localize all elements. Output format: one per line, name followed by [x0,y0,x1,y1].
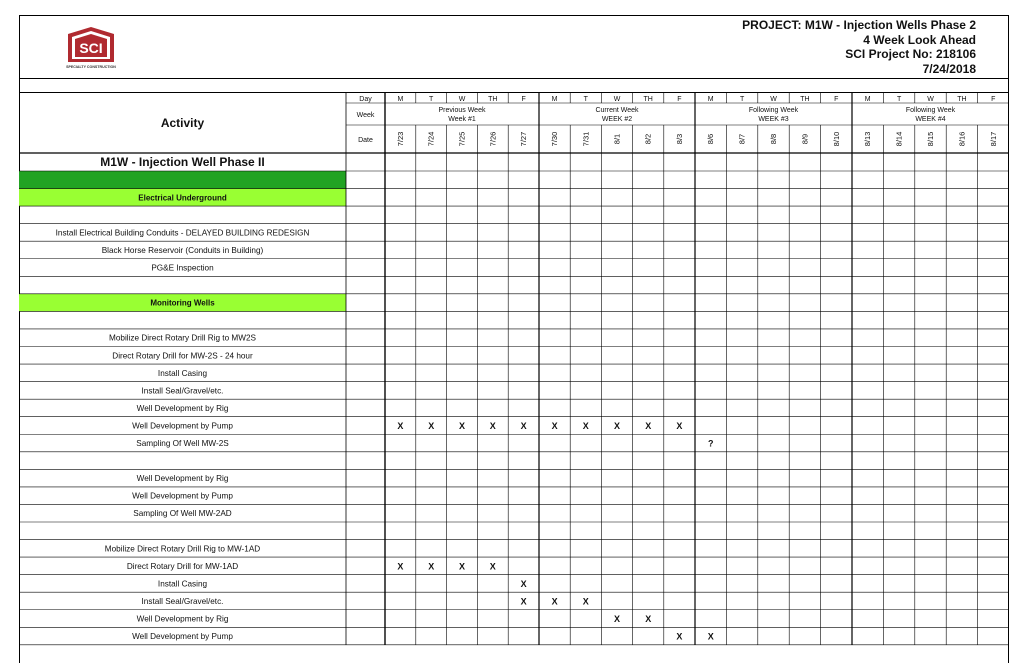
schedule-mark: X [458,420,466,431]
date-label: 8/9 [800,133,810,145]
schedule-mark: X [458,561,466,572]
activity-label: Install Seal/Gravel/etc. [141,386,224,396]
date-label: 8/2 [643,133,653,145]
day-label: T [739,96,745,103]
day-label: TH [643,96,653,103]
schedule-mark: X [520,420,527,431]
activity-label: Install Casing [157,368,208,378]
schedule-mark: X [397,420,404,431]
date-label: 8/16 [957,131,967,147]
activity-label: Install Seal/Gravel/etc. [141,596,224,606]
date-label: 7/23 [395,131,405,147]
activity-label: Well Development by Pump [132,632,233,642]
week-label-line1: Current Week [595,107,639,114]
schedule-mark: X [582,596,589,607]
activity-label: Install Casing [157,579,208,589]
activity-label: Direct Rotary Drill for MW-1AD [126,561,239,571]
schedule-mark: X [676,420,683,431]
day-label: F [991,96,996,103]
day-label: W [458,96,466,103]
activity-label: Well Development by Rig [136,614,229,624]
schedule-mark: X [428,420,435,431]
activity-label: Sampling Of Well MW-2AD [133,509,232,519]
day-label: T [896,96,902,103]
activity-label: Install Electrical Building Conduits - DELAYED BUILDING REDESIGN [55,228,310,238]
activity-label: PG&E Inspection [151,263,214,273]
activity-label: Well Development by Rig [136,474,229,484]
date-label: 8/6 [706,133,716,145]
section-label: Electrical Underground [138,193,227,203]
schedule-mark: X [582,420,589,431]
dark-green-band [19,171,346,189]
day-label: T [429,96,434,103]
activity-label: Sampling Of Well MW-2S [136,439,229,449]
date-label: 7/31 [581,131,591,147]
day-label: M [551,96,558,103]
schedule-mark: X [428,561,435,572]
day-label: F [677,96,682,103]
activity-label: Mobilize Direct Rotary Drill Rig to MW-1AD [104,544,261,554]
week-label-line2: Week #1 [448,116,476,123]
date-label: 8/14 [894,131,904,147]
day-label: F [521,96,526,103]
activity-label: Black Horse Reservoir (Conduits in Building) [101,245,264,255]
project-title: PROJECT: M1W - Injection Wells Phase 2 [742,18,976,32]
date-label: 7/25 [457,131,467,147]
week-label-line1: Following Week [748,107,799,114]
schedule-mark: X [520,596,527,607]
date-label: 8/10 [831,131,841,147]
date-label: 8/17 [988,131,998,147]
section-label: Monitoring Wells [150,298,215,308]
day-label: TH [957,96,967,103]
week-label-line1: Following Week [905,107,956,114]
activity-label: Well Development by Pump [132,421,233,431]
day-label: W [613,96,621,103]
date-label: 8/7 [737,133,747,145]
schedule-mark: ? [707,438,714,449]
day-label: M [397,96,404,103]
date-row-label: Date [358,137,373,144]
day-label: M [707,96,714,103]
schedule-mark: X [551,420,558,431]
date-label: 7/24 [426,131,436,147]
day-label: T [583,96,588,103]
date-label: 8/15 [926,131,935,147]
week-label-line2: WEEK #2 [601,116,633,123]
schedule-mark: X [645,420,652,431]
activity-label: Direct Rotary Drill for MW-2S - 24 hour [112,351,253,361]
activity-label: Well Development by Rig [136,403,229,413]
date-label: 8/3 [674,133,684,145]
day-label: TH [488,96,498,103]
day-label: W [770,96,777,103]
day-label: M [864,96,871,103]
activity-header: Activity [160,116,205,130]
date-label: 7/30 [550,131,560,147]
sci-project-number: SCI Project No: 218106 [845,47,976,61]
schedule-title: M1W - Injection Well Phase II [100,155,265,169]
date-label: 8/1 [612,133,622,145]
schedule-mark: X [676,631,683,642]
week-label-line2: WEEK #4 [915,116,946,123]
day-row-label: Day [359,96,372,103]
report-date: 7/24/2018 [922,61,976,76]
schedule-mark: X [397,561,404,572]
date-label: 7/27 [519,131,529,147]
schedule-mark: X [551,596,558,607]
week-label-line2: WEEK #3 [758,116,789,123]
schedule-mark: X [613,420,621,431]
week-label-line1: Previous Week [438,107,486,114]
date-label: 7/26 [488,131,498,147]
activity-label: Mobilize Direct Rotary Drill Rig to MW2S [109,333,256,343]
day-label: TH [800,96,810,103]
schedule-mark: X [645,614,652,625]
lookahead-title: 4 Week Look Ahead [863,32,976,47]
day-label: W [927,96,934,103]
week-row-label: Week [356,112,375,119]
day-label: F [834,96,839,103]
date-label: 8/8 [769,133,778,145]
schedule-mark: X [489,420,496,431]
schedule-mark: X [707,631,714,642]
logo-subtext: SPECIALTY CONSTRUCTION [66,65,116,69]
logo-text: SCI [79,40,103,56]
schedule-mark: X [613,614,621,625]
date-label: 8/13 [863,131,873,147]
activity-label: Well Development by Pump [132,491,233,501]
schedule-mark: X [520,578,527,589]
schedule-mark: X [489,561,496,572]
